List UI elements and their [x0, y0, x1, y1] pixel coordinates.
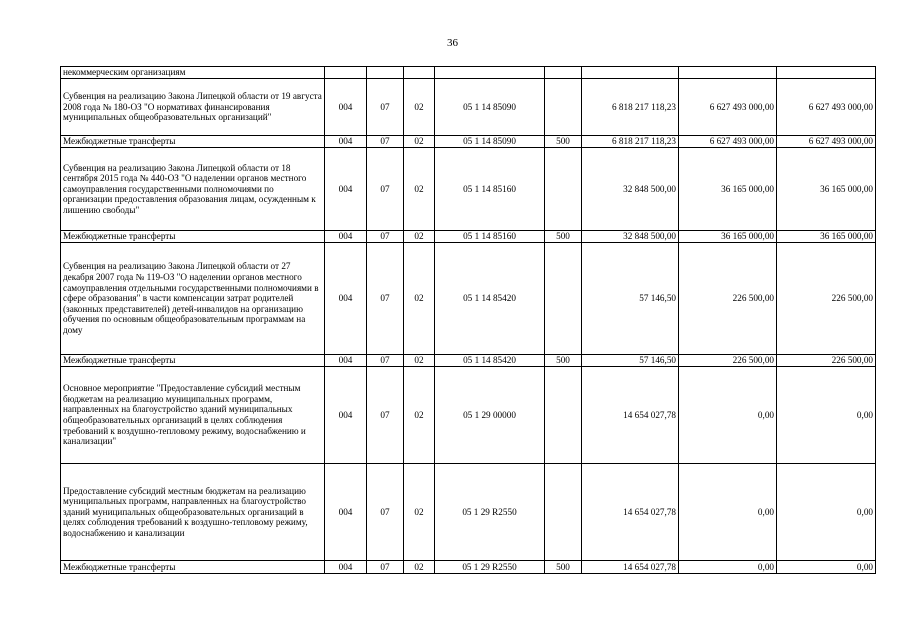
subsection-code: 02	[404, 79, 435, 136]
row-name: Межбюджетные трансферты	[61, 561, 325, 574]
target-article-code: 05 1 14 85090	[435, 79, 545, 136]
admin-code: 004	[325, 464, 367, 561]
admin-code: 004	[325, 79, 367, 136]
amount-year-3: 0,00	[777, 464, 876, 561]
amount-year-3	[777, 67, 876, 79]
table-row	[61, 561, 876, 574]
section-code: 07	[367, 355, 404, 367]
table-row	[61, 136, 876, 148]
amount-year-1: 57 146,50	[582, 243, 679, 355]
row-name: некоммерческим организациям	[61, 67, 325, 79]
section-code	[367, 67, 404, 79]
row-name: Субвенция на реализацию Закона Липецкой области от 27 декабря 2007 года № 119-ОЗ "О наделении органов местного самоуправления отдельными государственными полномочиями в сфере образования" в части компенсации затрат родителей (законных представителей) детей-инвалидов на организацию обучения по основным общеобразовательным программам на дому	[61, 243, 325, 355]
admin-code: 004	[325, 561, 367, 574]
amount-year-1: 14 654 027,78	[582, 561, 679, 574]
amount-year-2: 6 627 493 000,00	[679, 136, 777, 148]
amount-year-2: 0,00	[679, 367, 777, 464]
budget-table	[60, 66, 876, 574]
target-article-code: 05 1 14 85160	[435, 148, 545, 231]
table-row	[61, 67, 876, 79]
expense-type-code	[545, 367, 582, 464]
target-article-code: 05 1 14 85160	[435, 231, 545, 243]
table-row	[61, 367, 876, 464]
amount-year-2: 36 165 000,00	[679, 231, 777, 243]
amount-year-1: 32 848 500,00	[582, 148, 679, 231]
amount-year-1: 6 818 217 118,23	[582, 136, 679, 148]
expense-type-code	[545, 148, 582, 231]
admin-code: 004	[325, 243, 367, 355]
row-name: Субвенция на реализацию Закона Липецкой области от 18 сентября 2015 года № 440-ОЗ "О наделении органов местного самоуправления государственными полномочиями по организации предоставления образования лицам, осужденным к лишению свободы"	[61, 148, 325, 231]
section-code: 07	[367, 243, 404, 355]
target-article-code: 05 1 29 00000	[435, 367, 545, 464]
row-name: Предоставление субсидий местным бюджетам на реализацию муниципальных программ, направленных на благоустройство зданий муниципальных общеобразовательных организаций в целях соблюдения требований к воздушно-тепловому режиму, водоснабжению и канализации	[61, 464, 325, 561]
subsection-code: 02	[404, 243, 435, 355]
table-row	[61, 464, 876, 561]
expense-type-code	[545, 243, 582, 355]
subsection-code: 02	[404, 367, 435, 464]
amount-year-2	[679, 67, 777, 79]
amount-year-1: 32 848 500,00	[582, 231, 679, 243]
amount-year-3: 0,00	[777, 561, 876, 574]
row-name: Межбюджетные трансферты	[61, 136, 325, 148]
amount-year-1: 57 146,50	[582, 355, 679, 367]
section-code: 07	[367, 148, 404, 231]
target-article-code: 05 1 29 R2550	[435, 464, 545, 561]
page-number: 36	[447, 37, 458, 49]
admin-code: 004	[325, 355, 367, 367]
amount-year-3: 226 500,00	[777, 355, 876, 367]
amount-year-2: 226 500,00	[679, 243, 777, 355]
target-article-code: 05 1 14 85420	[435, 355, 545, 367]
admin-code	[325, 67, 367, 79]
section-code: 07	[367, 367, 404, 464]
subsection-code: 02	[404, 148, 435, 231]
section-code: 07	[367, 561, 404, 574]
admin-code: 004	[325, 148, 367, 231]
amount-year-3: 226 500,00	[777, 243, 876, 355]
subsection-code: 02	[404, 231, 435, 243]
amount-year-3: 36 165 000,00	[777, 148, 876, 231]
expense-type-code: 500	[545, 561, 582, 574]
target-article-code: 05 1 14 85090	[435, 136, 545, 148]
expense-type-code: 500	[545, 136, 582, 148]
row-name: Субвенция на реализацию Закона Липецкой области от 19 августа 2008 года № 180-ОЗ "О нормативах финансирования муниципальных общеобразовательных организаций"	[61, 79, 325, 136]
row-name: Межбюджетные трансферты	[61, 231, 325, 243]
expense-type-code: 500	[545, 231, 582, 243]
table-row	[61, 243, 876, 355]
section-code: 07	[367, 231, 404, 243]
section-code: 07	[367, 464, 404, 561]
target-article-code	[435, 67, 545, 79]
subsection-code: 02	[404, 136, 435, 148]
expense-type-code: 500	[545, 355, 582, 367]
subsection-code	[404, 67, 435, 79]
amount-year-2: 0,00	[679, 464, 777, 561]
subsection-code: 02	[404, 355, 435, 367]
amount-year-3: 6 627 493 000,00	[777, 79, 876, 136]
amount-year-3: 36 165 000,00	[777, 231, 876, 243]
amount-year-2: 36 165 000,00	[679, 148, 777, 231]
amount-year-1: 6 818 217 118,23	[582, 79, 679, 136]
row-name: Основное мероприятие "Предоставление субсидий местным бюджетам на реализацию муниципальных программ, направленных на благоустройство зданий муниципальных общеобразовательных организаций в целях соблюдения требований к воздушно-тепловому режиму, водоснабжению и канализации"	[61, 367, 325, 464]
amount-year-3: 6 627 493 000,00	[777, 136, 876, 148]
expense-type-code	[545, 79, 582, 136]
amount-year-3: 0,00	[777, 367, 876, 464]
amount-year-1: 14 654 027,78	[582, 367, 679, 464]
admin-code: 004	[325, 367, 367, 464]
row-name: Межбюджетные трансферты	[61, 355, 325, 367]
amount-year-2: 0,00	[679, 561, 777, 574]
subsection-code: 02	[404, 464, 435, 561]
expense-type-code	[545, 67, 582, 79]
amount-year-2: 226 500,00	[679, 355, 777, 367]
table-row	[61, 79, 876, 136]
target-article-code: 05 1 29 R2550	[435, 561, 545, 574]
amount-year-2: 6 627 493 000,00	[679, 79, 777, 136]
target-article-code: 05 1 14 85420	[435, 243, 545, 355]
table-row	[61, 355, 876, 367]
subsection-code: 02	[404, 561, 435, 574]
table-row	[61, 231, 876, 243]
amount-year-1	[582, 67, 679, 79]
budget-table-body	[61, 67, 876, 574]
amount-year-1: 14 654 027,78	[582, 464, 679, 561]
section-code: 07	[367, 79, 404, 136]
admin-code: 004	[325, 136, 367, 148]
section-code: 07	[367, 136, 404, 148]
table-row	[61, 148, 876, 231]
expense-type-code	[545, 464, 582, 561]
admin-code: 004	[325, 231, 367, 243]
